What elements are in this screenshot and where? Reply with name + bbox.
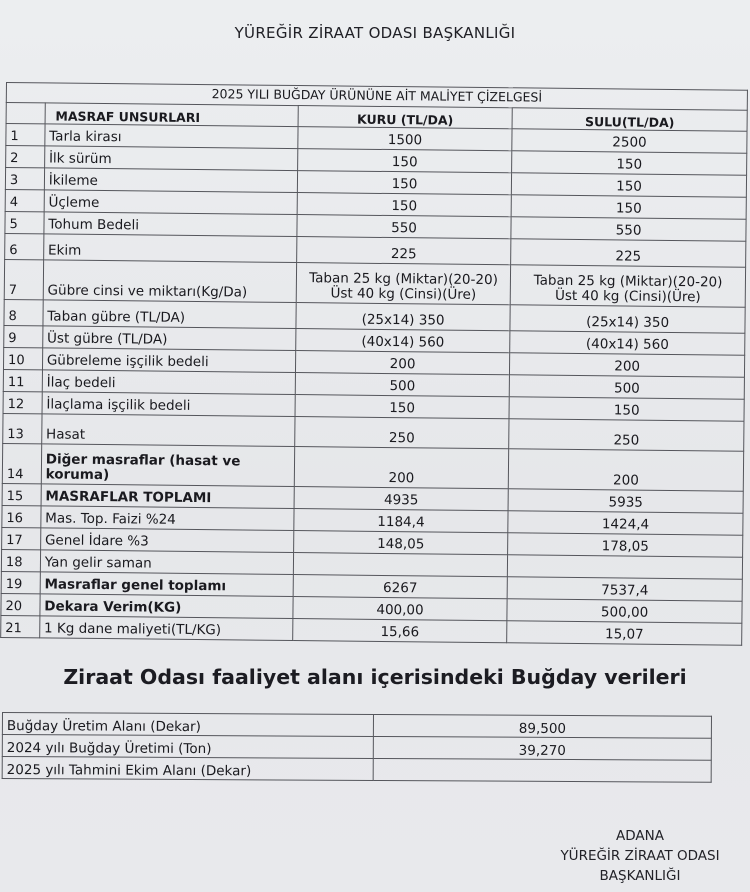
wheat-data-table bbox=[2, 712, 712, 783]
page-header-title: YÜREĞİR ZİRAAT ODASI BAŞKANLIĞI bbox=[234, 24, 516, 42]
signature-office: BAŞKANLIĞI bbox=[599, 868, 681, 884]
signature-block bbox=[540, 826, 740, 886]
row-item: İlaç bedeli bbox=[42, 370, 295, 395]
row-number: 1 bbox=[6, 124, 45, 146]
row-dry-value: 1184,4 bbox=[294, 509, 509, 533]
wheat-row-value: 89,500 bbox=[373, 714, 711, 738]
row-item: Üçleme bbox=[44, 190, 297, 215]
row-number: 13 bbox=[3, 413, 42, 443]
row-irrigated-value: 500 bbox=[509, 375, 744, 399]
row-dry-value: 4935 bbox=[294, 487, 509, 511]
row-number: 7 bbox=[4, 259, 43, 299]
row-number: 3 bbox=[5, 168, 44, 190]
wheat-row-label: Buğday Üretim Alanı (Dekar) bbox=[2, 713, 373, 737]
header-item: MASRAF UNSURLARI bbox=[45, 103, 298, 127]
row-number: 14 bbox=[2, 443, 41, 483]
row-item: Genel İdare %3 bbox=[40, 528, 293, 553]
row-dry-value: 150 bbox=[295, 395, 510, 419]
row-item: Taban gübre (TL/DA) bbox=[43, 300, 296, 329]
signature-org: YÜREĞİR ZİRAAT ODASI bbox=[560, 848, 720, 864]
row-dry-value: 150 bbox=[297, 193, 512, 217]
row-item: Dekara Verim(KG) bbox=[40, 594, 293, 619]
row-dry-value: 150 bbox=[297, 149, 512, 173]
row-irrigated-value: 150 bbox=[511, 195, 746, 219]
row-irrigated-value: 150 bbox=[512, 173, 747, 197]
row-irrigated-value: 15,07 bbox=[507, 621, 742, 645]
cost-table bbox=[0, 82, 748, 646]
row-irrigated-value: 225 bbox=[511, 239, 746, 267]
row-irrigated-value: 500,00 bbox=[507, 599, 742, 623]
row-item: Yan gelir saman bbox=[40, 550, 293, 575]
wheat-row-value bbox=[373, 758, 711, 782]
row-number: 17 bbox=[2, 527, 41, 549]
row-number: 16 bbox=[2, 505, 41, 527]
row-item: Gübreleme işçilik bedeli bbox=[42, 348, 295, 373]
row-item: İlk sürüm bbox=[44, 146, 297, 171]
row-number: 8 bbox=[4, 299, 43, 325]
row-item: Gübre cinsi ve miktarı(Kg/Da) bbox=[43, 260, 297, 303]
header-no-cell bbox=[6, 103, 45, 124]
row-irrigated-value: 7537,4 bbox=[507, 577, 742, 601]
row-irrigated-value: 150 bbox=[512, 151, 747, 175]
table-row bbox=[2, 735, 711, 761]
row-item: Üst gübre (TL/DA) bbox=[42, 326, 295, 351]
row-dry-value: 250 bbox=[295, 417, 510, 449]
row-dry-value: 6267 bbox=[293, 575, 508, 599]
row-dry-value: 400,00 bbox=[293, 597, 508, 621]
row-number: 18 bbox=[1, 549, 40, 571]
table-row bbox=[4, 259, 745, 307]
row-number: 15 bbox=[2, 483, 41, 505]
row-dry-value: 150 bbox=[297, 171, 512, 195]
row-irrigated-fertilizer bbox=[510, 265, 745, 307]
row-number: 9 bbox=[4, 325, 43, 347]
dry-fertilizer-line2: Üst 40 kg (Cinsi)(Üre) bbox=[330, 285, 477, 304]
row-item: Tarla kirası bbox=[45, 124, 298, 149]
row-number: 11 bbox=[3, 369, 42, 391]
row-number: 12 bbox=[3, 391, 42, 413]
row-number: 21 bbox=[1, 615, 40, 637]
row-irrigated-value: 2500 bbox=[512, 129, 747, 153]
row-item: MASRAFLAR TOPLAMI bbox=[41, 484, 294, 509]
header-irrigated: SULU(TL/DA) bbox=[512, 108, 747, 131]
row-dry-value: 200 bbox=[295, 351, 510, 375]
row-item: İlaçlama işçilik bedeli bbox=[42, 392, 295, 417]
row-irrigated-value: 1424,4 bbox=[508, 511, 743, 535]
row-irrigated-value: 178,05 bbox=[508, 533, 743, 557]
row-item: Tohum Bedeli bbox=[44, 212, 297, 237]
row-irrigated-value: (25x14) 350 bbox=[510, 305, 745, 333]
row-item: Hasat bbox=[41, 414, 294, 447]
row-item-line2: koruma) bbox=[45, 466, 110, 484]
row-dry-value: 1500 bbox=[298, 127, 513, 151]
row-dry-value: 225 bbox=[297, 237, 512, 265]
row-dry-value: 148,05 bbox=[293, 531, 508, 555]
row-dry-value: 15,66 bbox=[293, 619, 508, 643]
row-item bbox=[41, 444, 295, 487]
row-irrigated-value: 150 bbox=[509, 397, 744, 421]
row-item: Masraflar genel toplamı bbox=[40, 572, 293, 597]
wheat-row-label: 2024 yılı Buğday Üretimi (Ton) bbox=[2, 735, 373, 759]
row-irrigated-value: (40x14) 560 bbox=[510, 331, 745, 355]
row-item: 1 Kg dane maliyeti(TL/KG) bbox=[39, 616, 292, 641]
row-number: 5 bbox=[5, 211, 44, 233]
row-irrigated-value: 5935 bbox=[508, 489, 743, 513]
row-number: 10 bbox=[3, 347, 42, 369]
row-number: 19 bbox=[1, 571, 40, 593]
row-number: 2 bbox=[6, 146, 45, 168]
signature-city: ADANA bbox=[616, 828, 664, 844]
row-dry-fertilizer bbox=[296, 263, 511, 305]
row-irrigated-value: 550 bbox=[511, 217, 746, 241]
row-irrigated-value: 200 bbox=[510, 353, 745, 377]
header-dry: KURU (TL/DA) bbox=[298, 106, 513, 129]
cost-table-title: 2025 YILI BUĞDAY ÜRÜNÜNE AİT MALİYET ÇİZELGESİ bbox=[6, 83, 747, 111]
row-item: İkileme bbox=[44, 168, 297, 193]
dry-fertilizer-line1: Taban 25 kg (Miktar)(20-20) bbox=[309, 270, 498, 289]
row-dry-value: 200 bbox=[294, 447, 509, 489]
irrigated-fertilizer-line2: Üst 40 kg (Cinsi)(Üre) bbox=[554, 288, 701, 306]
wheat-section-title: Ziraat Odası faaliyet alanı içerisindeki Buğday verileri bbox=[63, 665, 687, 689]
row-irrigated-value bbox=[508, 555, 743, 579]
wheat-row-label: 2025 yılı Tahmini Ekim Alanı (Dekar) bbox=[2, 757, 373, 781]
row-dry-value bbox=[293, 553, 508, 577]
row-dry-value: (40x14) 560 bbox=[296, 329, 511, 353]
table-row bbox=[2, 713, 711, 739]
irrigated-fertilizer-line1: Taban 25 kg (Miktar)(20-20) bbox=[533, 272, 723, 291]
row-item: Ekim bbox=[43, 234, 296, 263]
row-item-line1: Diğer masraflar (hasat ve bbox=[45, 451, 241, 470]
table-row bbox=[2, 757, 711, 783]
row-dry-value: 500 bbox=[295, 373, 510, 397]
row-item: Mas. Top. Faizi %24 bbox=[41, 506, 294, 531]
row-number: 20 bbox=[1, 593, 40, 615]
row-number: 4 bbox=[5, 189, 44, 211]
row-number: 6 bbox=[5, 233, 44, 259]
row-dry-value: (25x14) 350 bbox=[296, 303, 511, 331]
row-dry-value: 550 bbox=[297, 215, 512, 239]
wheat-row-value: 39,270 bbox=[373, 736, 711, 760]
row-irrigated-value: 200 bbox=[508, 449, 743, 491]
row-irrigated-value: 250 bbox=[509, 419, 744, 451]
